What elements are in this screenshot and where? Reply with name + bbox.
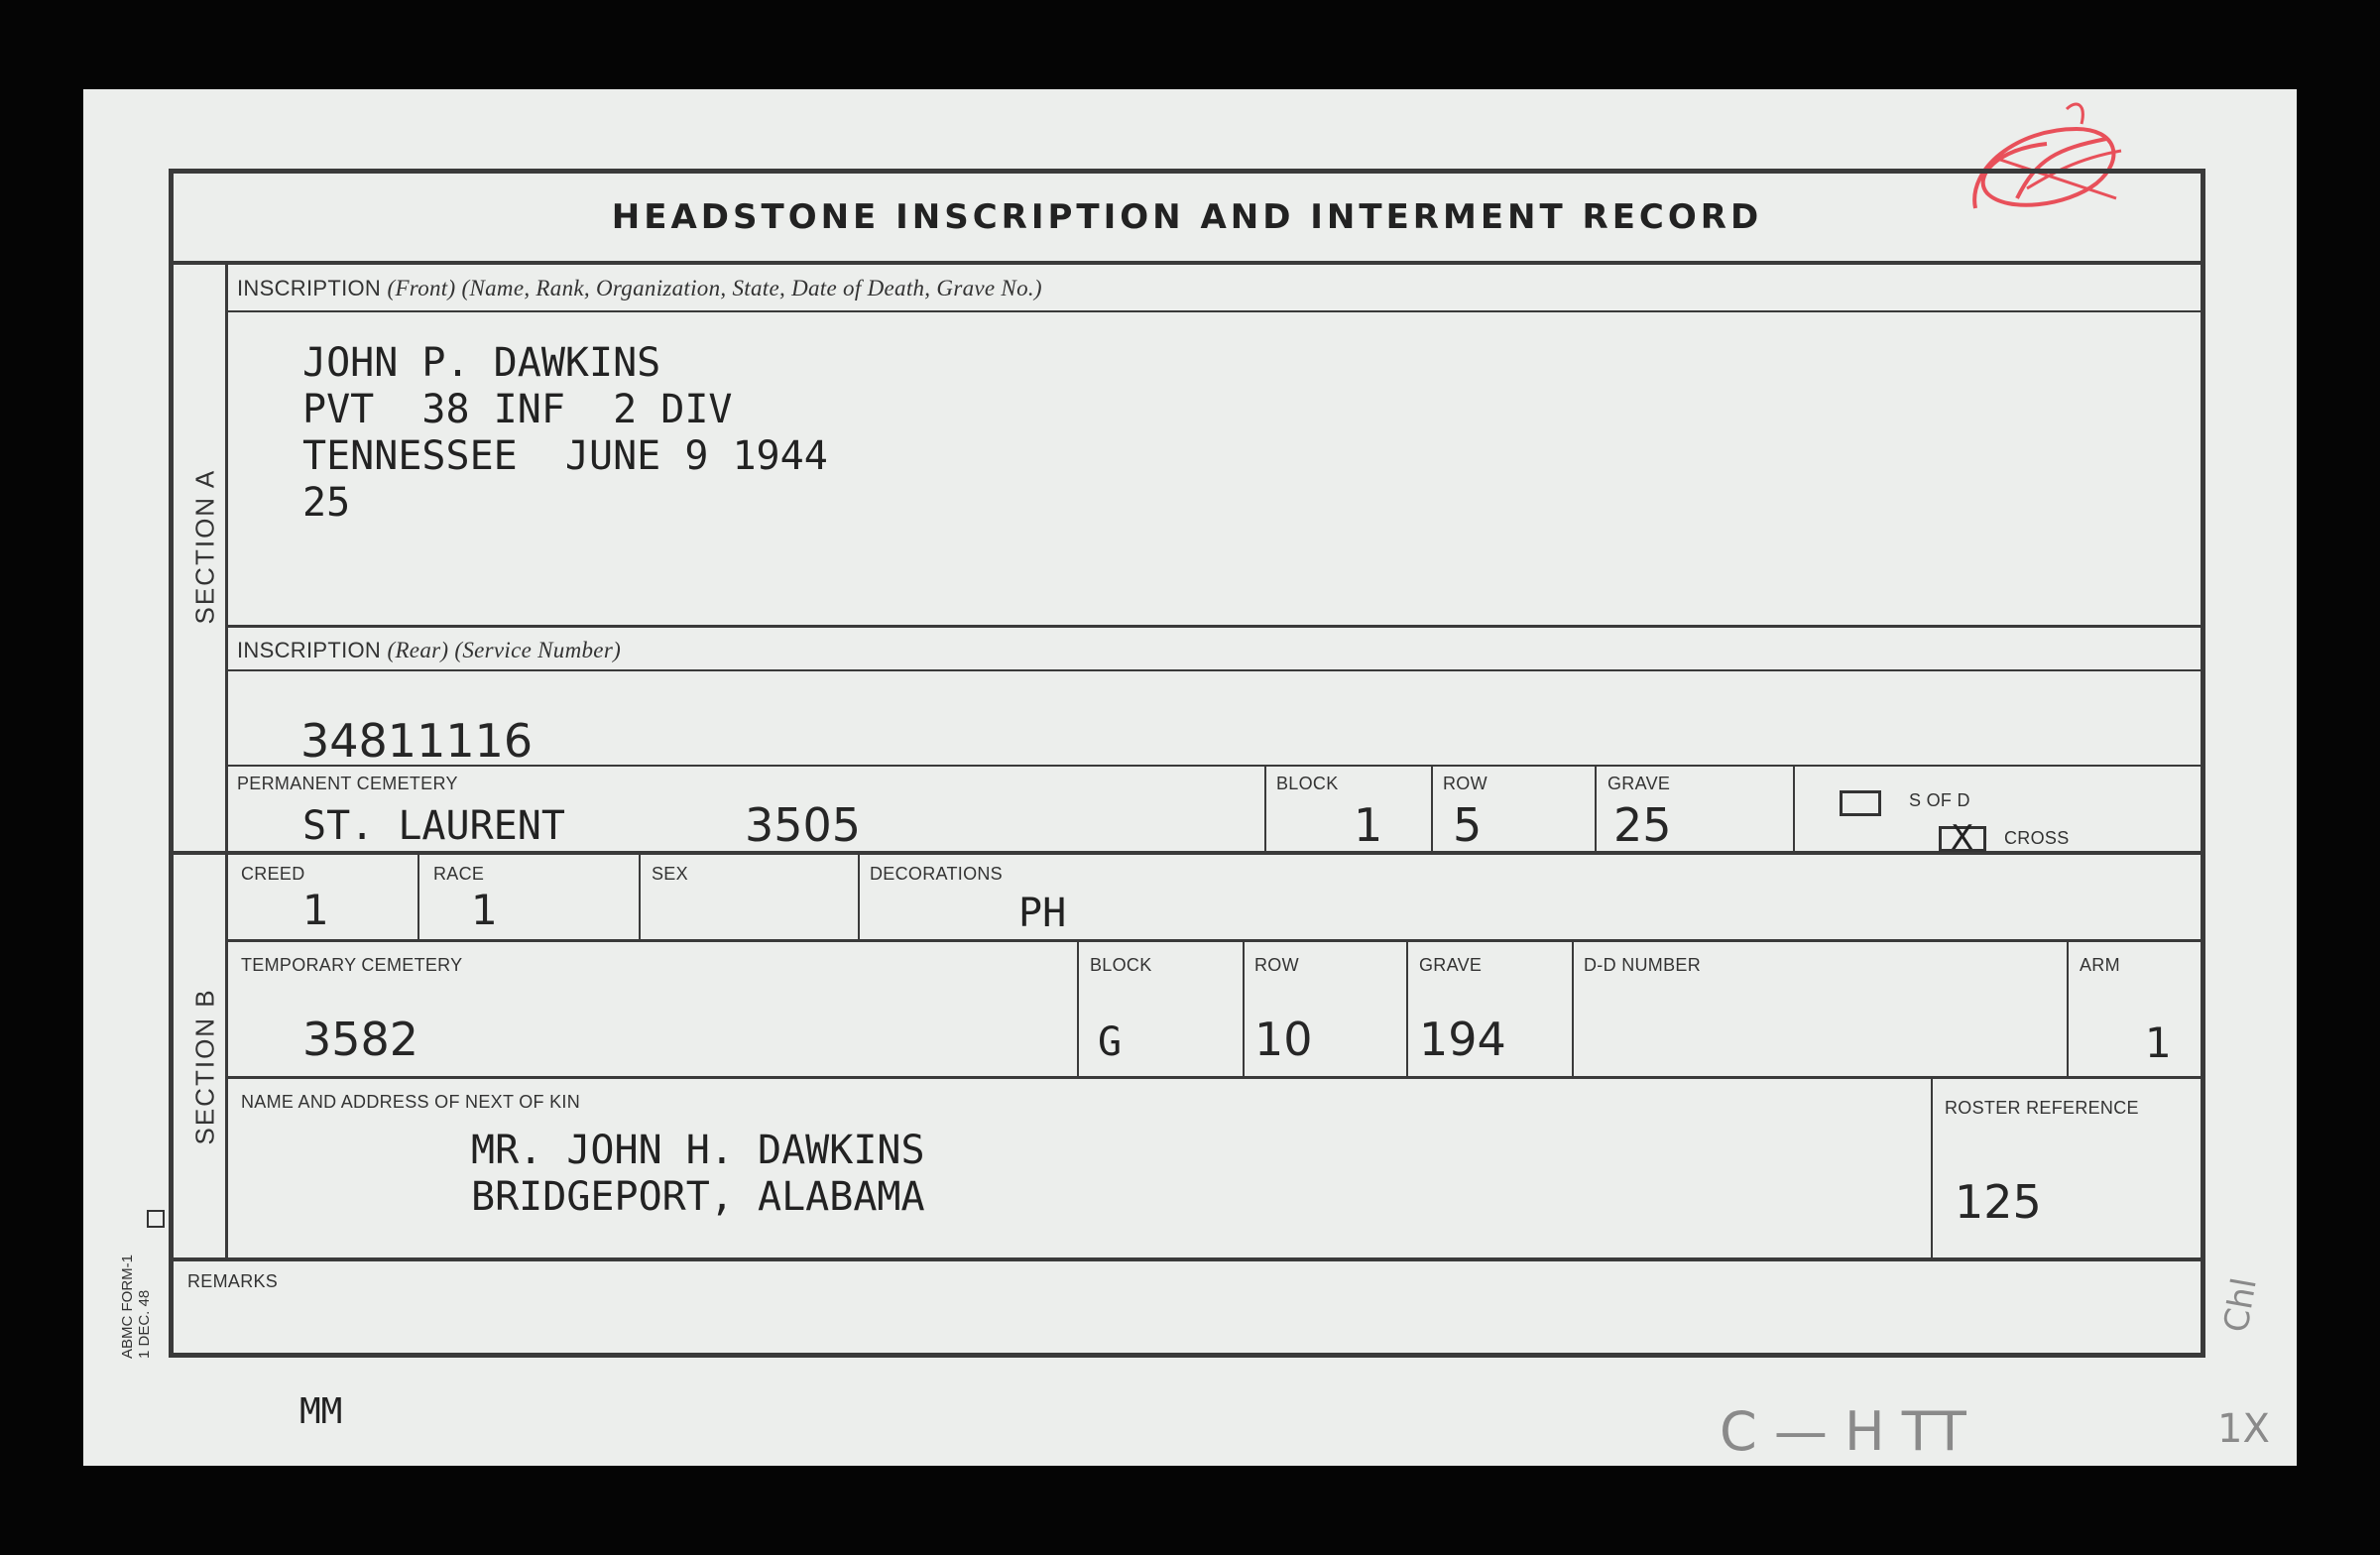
temporary-row-label: ROW [1254, 955, 1299, 975]
temporary-block-value: G [1098, 1019, 1123, 1065]
permanent-row-value: 5 [1453, 798, 1483, 852]
remarks-label: REMARKS [187, 1271, 279, 1291]
section-b-label: SECTION B [189, 988, 220, 1145]
permanent-grave-label: GRAVE [1607, 774, 1671, 793]
permanent-grave-value: 25 [1613, 798, 1672, 852]
race-label: RACE [433, 864, 485, 884]
record-card [83, 89, 2297, 1466]
dd-number-label: D-D NUMBER [1584, 955, 1701, 975]
inscription-line: JOHN P. DAWKINS [302, 340, 661, 386]
decorations-label: DECORATIONS [870, 864, 1003, 884]
arm-label: ARM [2080, 955, 2120, 975]
inscription-line: 25 [302, 480, 351, 526]
next-of-kin-label: NAME AND ADDRESS OF NEXT OF KIN [241, 1092, 581, 1112]
temporary-grave-value: 194 [1419, 1013, 1506, 1066]
permanent-cemetery-label: PERMANENT CEMETERY [237, 774, 458, 793]
pencil-note: C — H TT [1720, 1400, 1966, 1463]
roster-reference-label: ROSTER REFERENCE [1945, 1098, 2139, 1118]
temporary-row-value: 10 [1254, 1013, 1313, 1066]
arm-value: 1 [2145, 1018, 2172, 1067]
sex-label: SEX [652, 864, 688, 884]
inscription-front-text [302, 340, 828, 527]
permanent-row-label: ROW [1443, 774, 1488, 793]
permanent-block-value: 1 [1354, 798, 1383, 852]
footer-initials: MM [299, 1391, 343, 1432]
form-id-checkbox [147, 1210, 165, 1228]
temporary-grave-label: GRAVE [1419, 955, 1483, 975]
permanent-cemetery-code: 3505 [745, 798, 862, 852]
inscription-rear-label: INSCRIPTION (Rear) (Service Number) [237, 638, 622, 662]
s-of-d-checkbox[interactable] [1840, 790, 1881, 816]
next-of-kin-line: BRIDGEPORT, ALABAMA [471, 1174, 925, 1220]
s-of-d-label: S OF D [1909, 790, 1970, 810]
side-note: Chl [2215, 1274, 2265, 1336]
cross-check-mark: X [1951, 818, 1974, 858]
form-title: HEADSTONE INSCRIPTION AND INTERMENT RECORD [611, 197, 1763, 237]
decorations-value: PH [1018, 891, 1067, 936]
temporary-cemetery-value: 3582 [302, 1013, 419, 1066]
inscription-line: TENNESSEE JUNE 9 1944 [302, 433, 828, 479]
next-of-kin-text [471, 1128, 925, 1221]
permanent-cemetery-value: ST. LAURENT [302, 803, 565, 849]
roster-reference-value: 125 [1955, 1175, 2042, 1229]
corner-note: 1X [2217, 1406, 2270, 1452]
inscription-line: PVT 38 INF 2 DIV [302, 387, 733, 432]
race-value: 1 [471, 886, 498, 934]
temporary-block-label: BLOCK [1090, 955, 1152, 975]
cross-label: CROSS [2004, 828, 2070, 848]
record-form [169, 169, 2205, 1358]
permanent-block-label: BLOCK [1276, 774, 1339, 793]
next-of-kin-line: MR. JOHN H. DAWKINS [471, 1128, 925, 1173]
service-number: 34811116 [300, 714, 534, 768]
section-a-label: SECTION A [189, 468, 220, 625]
temporary-cemetery-label: TEMPORARY CEMETERY [241, 955, 463, 975]
creed-label: CREED [241, 864, 305, 884]
form-id: ABMC FORM-1 1 DEC. 48 [119, 1255, 153, 1359]
creed-value: 1 [302, 886, 329, 934]
inscription-front-label: INSCRIPTION (Front) (Name, Rank, Organization, State, Date of Death, Grave No.) [237, 276, 1042, 300]
